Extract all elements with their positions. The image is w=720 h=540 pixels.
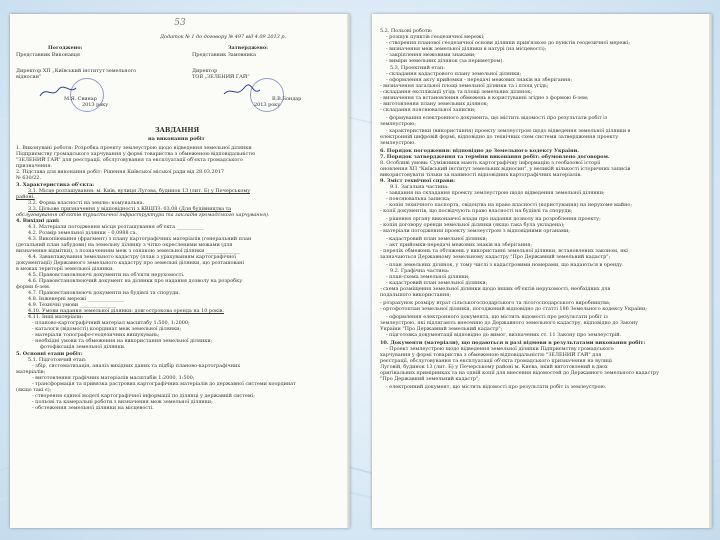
text-line: М.Я. Свинар — [64, 96, 97, 102]
text-line: - завдання на складання проекту землеустрою щодо відведення земельної ділянки; — [386, 190, 605, 196]
text-line: 8. Особливі умови: Суміжники мають картографічну інформацію з геобазової історії — [380, 160, 601, 166]
text-line: 3.2. Форма власності на землю: комунальна. — [28, 200, 145, 206]
text-line: - складання кадастрового плану земельної ділянки; — [386, 71, 522, 77]
text-line: - планово-картографічний матеріал масштабу 1:500, 1:2000; — [32, 320, 190, 326]
text-line: Підприємству громадського харчування у формі товариства з обмеженою відповідальністю — [16, 151, 256, 157]
text-line: - визначення та встановлення обмежень в користуванні згідно з формою 6-зем; — [380, 95, 589, 101]
text-line: 6. Порядок погодження: відповідно до Земельного кодексу України. — [380, 148, 579, 154]
text-line: - матеріали топографо-геодезичних вишукувань; — [32, 332, 160, 338]
text-line: - характеристики (використання) проекту землеустрою щодо відведення земельної ділянки в — [386, 128, 631, 134]
text-line: - каталоги (відомості) координат меж земельної ділянки; — [32, 326, 182, 332]
page-binder-edge — [347, 14, 350, 528]
text-line: - електронний документ, що містить відомості про результати робіт із землеустрою. — [386, 384, 607, 390]
text-line: - обстеження земельної ділянки на місцевості. — [32, 405, 154, 411]
text-line: - формування електронного документа, що містить відомості про результати робіт із — [386, 115, 608, 121]
text-line: - Проект землеустрою щодо відведення земельної ділянки Підприємству громадського — [386, 346, 614, 352]
text-line: районі. — [16, 194, 35, 200]
text-line: 4.1. Матеріали погодження місця розташування об'єкта ___________ — [28, 224, 204, 230]
text-line: - план-схема земельної ділянки; — [386, 274, 470, 280]
text-line: - визначення меж земельної ділянки в натурі (на місцевості); — [386, 46, 547, 52]
text-line: - кадастровий план земельної ділянки; — [386, 236, 488, 242]
text-line: 1. Виконувані роботи: Розробка проекту землеустрою щодо відведення земельної ділянки — [16, 145, 252, 151]
text-line: 4. Вихідні дані: — [16, 218, 60, 224]
text-line: 5. Основні етапи робіт: — [16, 351, 83, 357]
text-line: - визначення загальної площі земельної ділянки та і площ угідь; — [380, 83, 549, 89]
text-line: - розшук пунктів геодезичної мережі; — [386, 34, 485, 40]
text-line: - план земельних ділянок, у тому числі з кадастровими номерами, що надаються в оренду. — [386, 262, 624, 268]
text-line: електронній цифровій формі, відповідно до технічних схем системи затвердження проекту — [380, 134, 619, 140]
text-line: України "Про Державний земельний кадастр"; — [380, 326, 503, 332]
text-line: - перелік обмежень та обтяжень у використанні земельної ділянки, встановлених законом, які — [380, 248, 628, 254]
text-line: 4.10. Умови надання земельної ділянки: довгострокова оренда на 10 років. — [28, 308, 224, 314]
text-line: - матеріали погодження проекту землеустрою з відповідними органами; — [380, 228, 570, 234]
text-line: визначення відмітки), з позначенням меж з ознакою земельної ділянки ______________ — [16, 248, 241, 254]
text-line: - складання пояснювальної записки; — [380, 107, 476, 113]
document-page-right — [372, 14, 712, 528]
signature-executor — [38, 84, 78, 100]
text-line: 4.3. Викопіювання (фрагмент) з плану картографічних матеріалів (генеральний план — [28, 236, 252, 242]
text-line: - створення єдиної моделі картографічної інформації по ділянці у державній системі; — [32, 393, 255, 399]
text-line: № 630/22. — [16, 175, 42, 181]
text-line: Представник Виконавця — [16, 52, 80, 58]
text-line: ТОВ „ЗЕЛЕНИЙ ГАЙ” — [192, 74, 250, 80]
text-line: (детальний план забудови) на земельну ділянку з чітко окресленими межами (для — [16, 242, 233, 248]
text-line: - створення планової геодезичної основи ділянки прив'язкою до пунктів геодезичної мережі; — [386, 40, 631, 46]
text-line: - пояснювальна записка; — [386, 196, 451, 202]
text-line: - виміри земельних ділянок (за периметром). — [386, 58, 504, 64]
text-line: форми 6-зем. — [16, 284, 51, 290]
text-line: 4.9. Технічні умови _______________ — [28, 302, 117, 308]
text-line: - складання експлікації угідь та площі земельних ділянок; — [380, 89, 532, 95]
text-line: землеустрою, які підлягають внесенню до Державного земельного кадастру, відповідно до Закону — [380, 320, 639, 326]
text-line: 5.2. Польові роботи: — [380, 28, 433, 34]
signature-customer — [222, 84, 262, 100]
text-line: використовувати тільки за наявності відповідних картографічних матеріалів. — [380, 172, 582, 178]
text-line: 4.8. Інженерні мережі _______________ — [28, 296, 125, 302]
text-line: подальшого використання; — [380, 292, 451, 298]
text-line: - польові та камеральні роботи з визначення меж земельної ділянки; — [32, 399, 213, 405]
text-line: на виконання робіт — [148, 136, 205, 142]
text-line: Директор — [192, 68, 218, 74]
text-line: в межах території земельної ділянки. — [16, 266, 114, 272]
text-line: Затверджено: — [228, 45, 268, 51]
text-line: 4.7. Правовстановлюючі документи на будівлі та споруди. — [28, 290, 181, 296]
text-line: - схема розміщення земельної ділянки щодо інших об'єктів нерухомості, необхідних для — [380, 286, 611, 292]
text-line: 3. Характеристика об'єкта: — [16, 182, 95, 188]
text-line: В.В.Бондар — [272, 96, 302, 102]
text-line: 4.2. Розмір земельної ділянки – 0,0988 га. — [28, 230, 138, 236]
text-line: - копії документів, що посвідчують право власності на будівлі та споруди; — [380, 208, 573, 214]
text-line: 5.1. Підготовчий етап: — [28, 357, 87, 363]
text-line: 3.1. Місце розташування: м. Київ, вулиця Лугова, будинок 13 (лит. Б) у Печерському — [28, 188, 251, 194]
text-line: (якщо такі є); — [16, 387, 52, 393]
page-binder-edge — [709, 14, 712, 528]
text-line: ЗАВДАННЯ — [155, 126, 200, 134]
text-line: 9. Зміст технічної справи: — [380, 178, 455, 184]
text-line: "Про Державний земельний кадастр"; — [380, 376, 480, 382]
text-line: Погоджено: — [48, 45, 83, 51]
page-number: 53 — [174, 18, 186, 28]
text-line: 3.3. Цільове призначення у відповідності з КВЦПЗ: 03.08 (Для будівництва та — [28, 206, 232, 212]
text-line: - копія договору оренди земельної ділянки (якщо така була укладена); — [380, 222, 565, 228]
text-line: - підготовка документації відповідно до вимог, визначених ст. 11 Закону про землеустрій. — [386, 332, 622, 338]
text-line: 4.11. Інші матеріали: — [28, 314, 83, 320]
text-line: харчування у формі товариства з обмеженою відповідальністю "ЗЕЛЕНИЙ ГАЙ" для — [380, 352, 602, 358]
text-line: 4.4. Завантажування земельного кадастру (план з урахуванням картографічної — [28, 254, 236, 260]
text-line: відносин” — [16, 74, 42, 80]
text-line: Директор ХП „Київський інститут земельного — [16, 68, 137, 74]
text-line: - ортофотоплан земельної ділянки, погоджений відповідно до статті 186 Земельного кодексу України; — [380, 306, 647, 312]
text-line: - виготовлення плану земельних ділянок; — [380, 101, 489, 107]
text-line: оригінальних примірниках та на одній копії для внесення відомостей до Державного земельного кадастру — [380, 370, 660, 376]
text-line: 5.3. Проектний етап: — [390, 65, 445, 71]
text-line: - оформлення акту прийомки - передачі межових знаків на зберігання; — [386, 77, 573, 83]
text-line: 9.2. Графічна частина: — [390, 268, 450, 274]
text-line: - виготовлення графічних матеріалів масштабів 1:2000, 1:500; — [32, 375, 195, 381]
text-line: - оформлення електронного документа, що містить відомості про результати робіт із — [386, 314, 608, 320]
text-line: 4.5. Правовстановлюючі документи на об'єкти нерухомості. — [28, 272, 185, 278]
text-line: призначення. — [16, 163, 52, 169]
text-line: 2013 року — [254, 102, 281, 108]
text-line: обслуговування об'єктів туристичної інфраструктури та закладів громадського харчування). — [16, 212, 270, 218]
text-line: - рішення органу виконавчої влади про надання дозволу на розроблення проекту; — [386, 216, 601, 222]
text-line: оновлення ХП "Київський інститут земельних відносин", у великій кількості історичних записів — [380, 166, 631, 172]
document-page-left — [10, 14, 350, 528]
text-line: "ЗЕЛЕНИЙ ГАЙ" для реєстрації, обслуговування та експлуатації об'єкта громадського — [16, 157, 243, 163]
text-line: землеустрою. — [380, 140, 416, 146]
text-line: зазначаються Державному земельному кадастру "Про Державний земельний кадастр"; — [380, 254, 611, 260]
text-line: - копія технічного паспорта, свідоцтва на право власності (користування) на нерухоме майно; — [386, 202, 632, 208]
text-line: землеустрою; — [380, 121, 416, 127]
text-line: - трансформація та привязка растрових картографічних матеріалів до державної системи координат — [32, 381, 296, 387]
text-line: 2. Підстава для виконання робіт: Рішення Київської міської ради від 28.03.2017 — [16, 169, 224, 175]
text-line: 2013 року — [82, 102, 109, 108]
text-line: 7. Порядок затвердження та терміни виконання робіт: обумовлено договором. — [380, 154, 610, 160]
text-line: документації) Державного земельного кадастру про земельні ділянки, що розташовані — [16, 260, 245, 266]
text-line: - кадастровий план земельної ділянки; — [386, 280, 488, 286]
text-line: Луговій, будинок 13 (лит. Б) у Печерському районі м. Києва, який виготовлений в двох — [380, 364, 608, 370]
text-line: - розрахунок розміру втрат сільськогосподарського та лісогосподарського виробництва; — [380, 300, 611, 306]
text-line: фотофіксація земельної ділянки. — [40, 344, 126, 350]
text-line: 10. Документи (матеріали), що подаються в разі відмови в результатами виконання робіт: — [380, 340, 646, 346]
text-line: - акт прийомки-передачі межових знаків на зберігання; — [386, 242, 533, 248]
text-line: 9.1. Загальна частина: — [390, 184, 449, 190]
text-line: реєстрації, обслуговування та експлуатації об'єкта громадського призначення на вулиці — [380, 358, 612, 364]
text-line: Додаток № 1 до договору № 497 від 4.09 2013 р. — [160, 34, 286, 40]
text-line: матеріалів; — [16, 369, 46, 375]
text-line: - закріплення межовими знаками; — [386, 52, 476, 58]
text-line: - збір, систематизація, аналіз вихідних даних та підбір планово-картографічних — [32, 363, 241, 369]
text-line: 4.6. Правовстановлюючий документ на ділянки про надання дозволу на розробку — [28, 278, 243, 284]
text-line: Представник Замовника — [192, 52, 256, 58]
text-line: - необхідні умови та обмеження на використання земельної ділянки; — [32, 338, 213, 344]
